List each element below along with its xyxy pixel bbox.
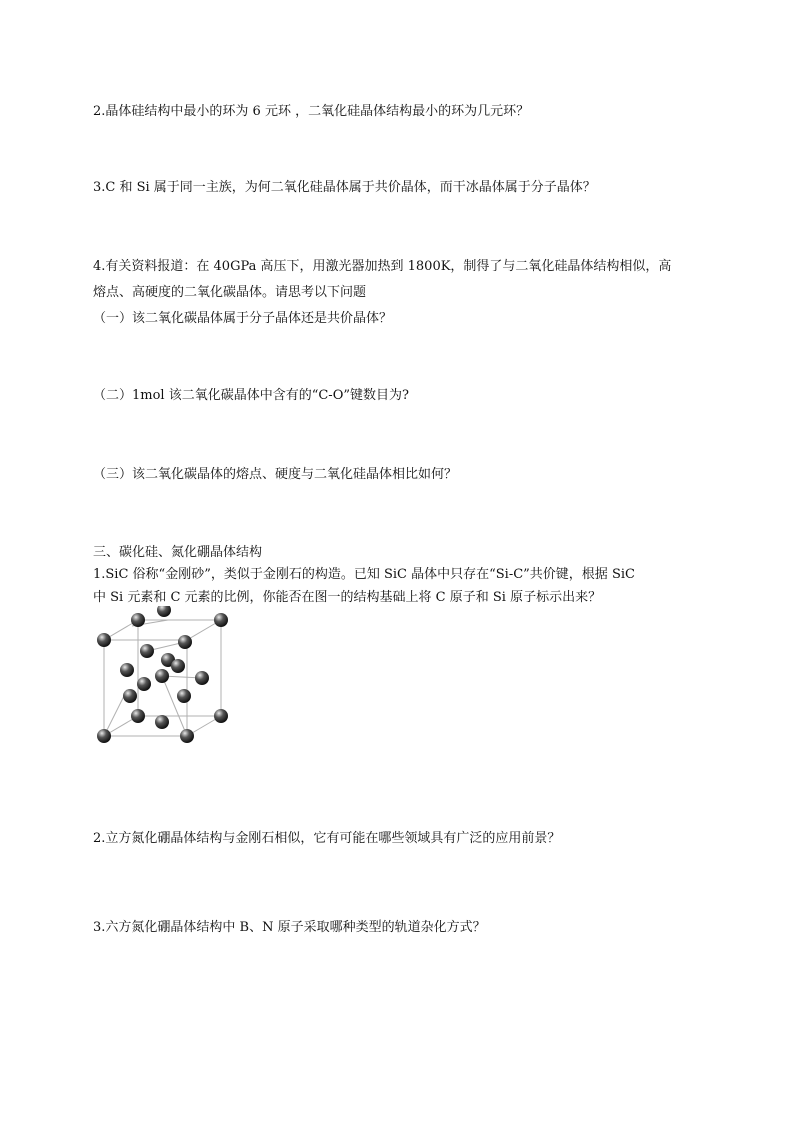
atom-1 <box>97 633 111 647</box>
question-2: 2.晶体硅结构中最小的环为 6 元环 ，二氧化硅晶体结构最小的环为几元环？ <box>93 104 530 119</box>
atom-10 <box>195 671 209 685</box>
atom-19 <box>155 669 169 683</box>
question-4-sub-3: （三）该二氧化碳晶体的熔点、硬度与二氧化硅晶体相比如何？ <box>93 467 458 482</box>
atom-3 <box>157 606 171 617</box>
crystal-structure-figure <box>92 606 237 752</box>
atom-9 <box>171 659 185 673</box>
atom-8 <box>120 663 134 677</box>
question-4-sub-1: （一）该二氧化碳晶体属于分子晶体还是共价晶体？ <box>93 311 393 326</box>
question-4-line-2: 熔点、高硬度的二氧化碳晶体。请思考以下问题 <box>93 285 367 300</box>
atom-12 <box>123 689 137 703</box>
section-3-q3: 3.六方氮化硼晶体结构中 B、N 原子采取哪种类型的轨道杂化方式？ <box>93 920 486 935</box>
atoms <box>97 606 228 743</box>
question-4-sub-2: （二）1mol 该二氧化碳晶体中含有的“C-O”键数目为? <box>93 388 409 403</box>
atom-18 <box>180 729 194 743</box>
section-3-title: 三、碳化硅、氮化硼晶体结构 <box>93 545 263 560</box>
section-3-q1-line-1: 1.SiC 俗称“金刚砂”，类似于金刚石的构造。已知 SiC 晶体中只存在“Si-C”共价键，根据 SiC <box>93 567 635 582</box>
atom-15 <box>155 715 169 729</box>
atom-13 <box>177 689 191 703</box>
section-3-q1-line-2: 中 Si 元素和 C 元素的比例，你能否在图一的结构基础上将 C 原子和 Si 原子标示出来？ <box>93 590 602 605</box>
atom-14 <box>214 709 228 723</box>
atom-2 <box>131 613 145 627</box>
atom-4 <box>214 613 228 627</box>
atom-5 <box>140 644 154 658</box>
atom-11 <box>137 677 151 691</box>
question-4-line-1: 4.有关资料报道：在 40GPa 高压下，用激光器加热到 1800K，制得了与二氧化硅晶体结构相似，高 <box>93 259 672 274</box>
atom-16 <box>97 729 111 743</box>
atom-17 <box>131 709 145 723</box>
question-3: 3.C 和 Si 属于同一主族，为何二氧化硅晶体属于共价晶体，而干冰晶体属于分子晶体？ <box>93 180 596 195</box>
atom-6 <box>178 635 192 649</box>
section-3-q2: 2.立方氮化硼晶体结构与金刚石相似，它有可能在哪些领域具有广泛的应用前景？ <box>93 831 561 846</box>
